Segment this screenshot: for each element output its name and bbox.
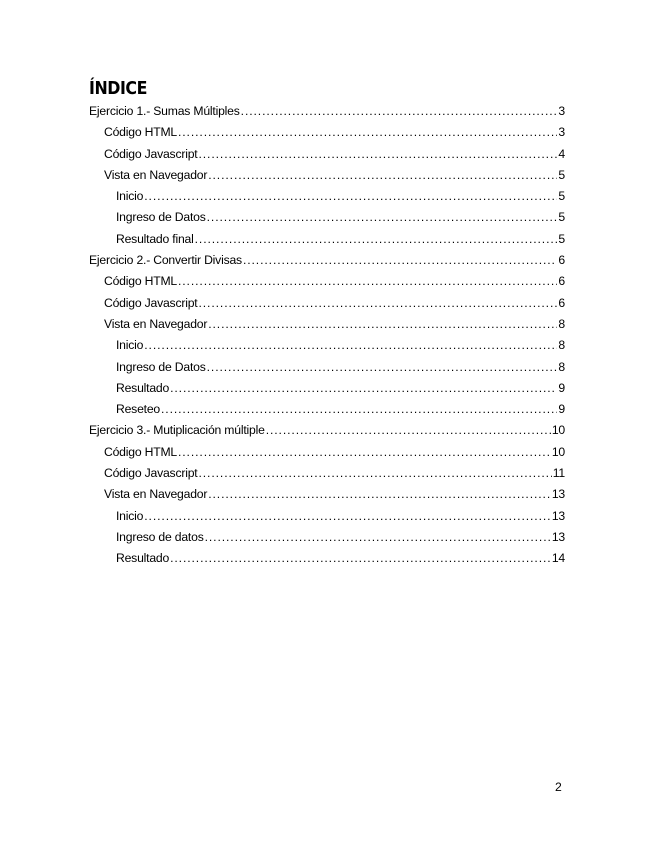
toc-entry-page: 6 xyxy=(558,295,565,310)
dot-leader xyxy=(198,293,557,314)
dot-leader xyxy=(241,101,558,122)
toc-entry-title: Resultado final xyxy=(116,231,194,246)
toc-entry-page: 5 xyxy=(558,167,565,182)
toc-entry-title: Código HTML xyxy=(104,274,177,289)
dot-leader xyxy=(178,122,557,143)
dot-leader xyxy=(144,335,557,356)
toc-entry[interactable] xyxy=(89,229,565,250)
toc-entry-page: 6 xyxy=(558,253,565,268)
dot-leader xyxy=(208,165,557,186)
dot-leader xyxy=(208,484,551,505)
toc-entry[interactable] xyxy=(89,271,565,292)
dot-leader xyxy=(198,144,557,165)
toc-entry-page: 10 xyxy=(551,444,565,459)
toc-entry-title: Inicio xyxy=(116,508,144,523)
dot-leader xyxy=(207,207,558,228)
toc-entry-page: 13 xyxy=(551,508,565,523)
toc-entry[interactable] xyxy=(89,420,565,441)
toc-entry-title: Vista en Navegador xyxy=(104,316,208,331)
dot-leader xyxy=(195,229,558,250)
toc-entry-title: Ejercicio 1.- Sumas Múltiples xyxy=(89,104,240,118)
toc-entry-title: Código Javascript xyxy=(104,466,198,481)
toc-entry[interactable] xyxy=(89,484,565,505)
toc-entry-title: Inicio xyxy=(116,189,144,204)
toc-entry-title: Resultado xyxy=(116,380,170,395)
toc-entry-title: Ingreso de datos xyxy=(116,529,204,544)
dot-leader xyxy=(266,420,551,441)
toc-entry-title: Vista en Navegador xyxy=(104,487,208,502)
dot-leader xyxy=(144,506,551,527)
toc-entry[interactable] xyxy=(89,335,565,356)
dot-leader xyxy=(243,250,557,271)
dot-leader xyxy=(161,399,557,420)
toc-entry-title: Código Javascript xyxy=(104,146,198,161)
toc-entry[interactable] xyxy=(89,506,565,527)
dot-leader xyxy=(198,463,551,484)
toc-entry[interactable] xyxy=(89,442,565,463)
dot-leader xyxy=(170,548,551,569)
toc-entry-page: 5 xyxy=(558,231,565,246)
toc-entry-page: 13 xyxy=(551,487,565,502)
dot-leader xyxy=(207,357,558,378)
toc-entry[interactable] xyxy=(89,527,565,548)
toc-entry-page: 8 xyxy=(558,316,565,331)
toc-entry-page: 3 xyxy=(558,125,565,140)
toc-entry[interactable] xyxy=(89,144,565,165)
toc-entry[interactable] xyxy=(89,399,565,420)
table-of-contents xyxy=(89,101,565,570)
toc-entry[interactable] xyxy=(89,165,565,186)
toc-entry-page: 9 xyxy=(558,402,565,417)
toc-entry-page: 5 xyxy=(558,210,565,225)
toc-entry-title: Reseteo xyxy=(116,402,160,417)
toc-entry-title: Código HTML xyxy=(104,444,177,459)
toc-entry-page: 8 xyxy=(558,359,565,374)
toc-entry-page: 13 xyxy=(551,529,565,544)
toc-entry-page: 9 xyxy=(558,380,565,395)
toc-entry-title: Ingreso de Datos xyxy=(116,210,206,225)
toc-entry-title: Código Javascript xyxy=(104,295,198,310)
toc-entry-title: Ejercicio 2.- Convertir Divisas xyxy=(89,253,242,268)
dot-leader xyxy=(178,271,557,292)
toc-entry-title: Código HTML xyxy=(104,125,177,140)
dot-leader xyxy=(208,314,557,335)
toc-entry-page: 6 xyxy=(558,274,565,289)
toc-entry-page: 3 xyxy=(558,104,565,118)
toc-entry[interactable] xyxy=(89,122,565,143)
toc-entry[interactable] xyxy=(89,250,565,271)
toc-entry-page: 14 xyxy=(551,551,565,566)
toc-entry[interactable] xyxy=(89,101,565,122)
toc-entry-page: 5 xyxy=(558,189,565,204)
toc-entry[interactable] xyxy=(89,207,565,228)
toc-entry-title: Inicio xyxy=(116,338,144,353)
toc-entry[interactable] xyxy=(89,314,565,335)
toc-entry-title: Ejercicio 3.- Mutiplicación múltiple xyxy=(89,423,265,438)
toc-entry-title: Vista en Navegador xyxy=(104,167,208,182)
page-title: ÍNDICE xyxy=(89,78,147,99)
dot-leader xyxy=(144,186,557,207)
toc-entry[interactable] xyxy=(89,357,565,378)
toc-entry[interactable] xyxy=(89,186,565,207)
toc-entry-page: 8 xyxy=(558,338,565,353)
toc-entry-page: 10 xyxy=(551,423,565,438)
toc-entry[interactable] xyxy=(89,548,565,569)
toc-entry-title: Resultado xyxy=(116,551,170,566)
toc-entry[interactable] xyxy=(89,293,565,314)
toc-entry-page: 4 xyxy=(558,146,565,161)
dot-leader xyxy=(178,442,551,463)
dot-leader xyxy=(170,378,557,399)
toc-entry[interactable] xyxy=(89,463,565,484)
dot-leader xyxy=(205,527,551,548)
toc-entry-title: Ingreso de Datos xyxy=(116,359,206,374)
toc-entry-page: 11 xyxy=(552,466,565,481)
page-number: 2 xyxy=(555,780,562,794)
toc-entry[interactable] xyxy=(89,378,565,399)
